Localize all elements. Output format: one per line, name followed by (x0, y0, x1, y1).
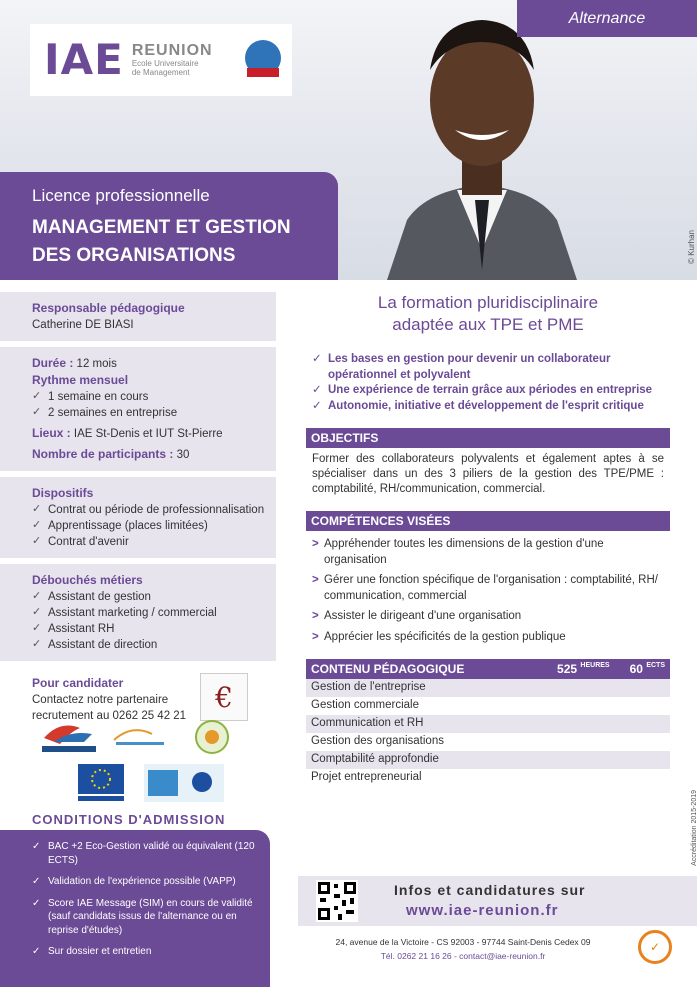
iae-logo (30, 24, 292, 96)
dispositif-item: ✓ Apprentissage (places limitées) (32, 518, 266, 534)
logo-name: REUNION (131, 42, 213, 60)
right-column (306, 292, 670, 787)
candidater-label: Pour candidater (32, 676, 124, 691)
key-point: ✓ Autonomie, initiative et développement de l'esprit critique (312, 399, 670, 415)
universite-reunion-logo-icon (237, 38, 289, 82)
certification-seal-icon: ✓ (638, 930, 672, 964)
postal-address: 24, avenue de la Victoire - CS 92003 - 97744 Saint-Denis Cedex 09 (335, 937, 591, 947)
logo-line2: de Management (131, 67, 190, 77)
duree-label: Durée : (32, 355, 74, 370)
program-title-line2: DES ORGANISATIONS (32, 244, 236, 266)
debouches-label: Débouchés métiers (32, 573, 143, 588)
participants-value: 30 (176, 449, 190, 462)
partner-logo-icon: € (200, 673, 248, 721)
conditions-title: CONDITIONS D'ADMISSION (32, 812, 226, 827)
dispositif-item: ✓ Contrat ou période de professionnalisation (32, 502, 266, 518)
debouche-item: ✓ Assistant marketing / commercial (32, 605, 266, 621)
condition-item: ✓ Validation de l'expérience possible (VAPP) (32, 875, 260, 889)
debouche-item: ✓ Assistant de direction (32, 637, 266, 653)
key-point: ✓ Les bases en gestion pour devenir un collaborateur opérationnel et polyvalent (312, 352, 670, 383)
competences-list (306, 531, 670, 645)
duree-value: 12 mois (76, 357, 117, 370)
objectifs-text: Former des collaborateurs polyvalents et également aptes à se spécialiser dans un des 3 piliers de la gestion des TPE/PME : comptabilité, RH/communication, commercial. (312, 453, 664, 496)
competence-item: > Appréhender toutes les dimensions de la gestion d'une organisation (312, 537, 664, 568)
key-points (312, 352, 670, 414)
contenu-title: CONTENU PÉDAGOGIQUE (311, 662, 465, 677)
qr-code-icon[interactable] (316, 880, 358, 922)
module-row: Projet entrepreneurial (306, 769, 670, 787)
partner-logos (40, 716, 260, 806)
rythme-item: ✓ 1 semaine en cours (32, 389, 266, 405)
program-title-block (0, 172, 338, 280)
accreditation-note: Accréditation 2015-2019 (691, 790, 698, 866)
address-block (298, 936, 628, 963)
formation-subtitle (306, 292, 670, 336)
emploi-jeunes-logo-icon (190, 718, 234, 756)
cfaur-logo-icon (112, 722, 172, 754)
program-title (32, 214, 338, 269)
candidater-line1: Contactez notre partenaire (32, 694, 169, 707)
competences-header: COMPÉTENCES VISÉES (306, 511, 670, 531)
contenu-header (306, 659, 670, 679)
rythme-item: ✓ 2 semaines en entreprise (32, 405, 266, 421)
lieux-label: Lieux : (32, 425, 71, 440)
condition-item: ✓ BAC +2 Eco-Gestion validé ou équivalent (120 ECTS) (32, 840, 260, 867)
candidater-phone: recrutement au 0262 25 42 21 (32, 710, 187, 723)
module-row: Gestion de l'entreprise (306, 679, 670, 697)
debouche-item: ✓ Assistant de gestion (32, 589, 266, 605)
module-row: Gestion commerciale (306, 697, 670, 715)
competence-item: > Apprécier les spécificités de la gestion publique (312, 630, 664, 646)
debouche-item: ✓ Assistant RH (32, 621, 266, 637)
heures-label: HEURES (580, 662, 610, 670)
module-row: Comptabilité approfondie (306, 751, 670, 769)
website-link[interactable]: www.iae-reunion.fr (406, 902, 559, 919)
condition-item: ✓ Score IAE Message (SIM) en cours de validité (sauf candidats issus de l'alternance ou en reprise d'études) (32, 897, 260, 938)
module-row: Communication et RH (306, 715, 670, 733)
dispositifs-label: Dispositifs (32, 486, 94, 501)
infos-label: Infos et candidatures sur (394, 882, 586, 898)
objectifs-header: OBJECTIFS (306, 428, 670, 448)
competence-item: > Gérer une fonction spécifique de l'organisation : comptabilité, RH/ communication, commercial (312, 573, 664, 604)
rythme-label: Rythme mensuel (32, 372, 129, 387)
responsable-label: Responsable pédagogique (32, 301, 185, 315)
subtitle-line2: adaptée aux TPE et PME (392, 315, 584, 335)
europe-engage-logo-icon (144, 764, 224, 802)
contact-line[interactable]: Tél. 0262 21 16 26 - contact@iae-reunion.fr (380, 950, 546, 961)
logo-line1: Ecole Universitaire (131, 59, 199, 68)
debouches-box (0, 564, 276, 661)
modules-table (306, 679, 670, 787)
eu-flag-logo-icon (78, 764, 124, 802)
student-portrait-photo (367, 0, 597, 280)
subtitle-line1: La formation pluridisciplinaire (377, 293, 599, 312)
contenu-volume (557, 662, 665, 676)
ects-label: ECTS (646, 662, 665, 670)
competence-item: > Assister le dirigeant d'une organisation (312, 609, 664, 625)
dispositif-item: ✓ Contrat d'avenir (32, 534, 266, 550)
responsable-box (0, 292, 276, 341)
key-point: ✓ Une expérience de terrain grâce aux périodes en entreprise (312, 383, 670, 399)
program-title-line1: MANAGEMENT ET GESTION (32, 217, 291, 238)
details-box (0, 347, 276, 471)
left-column (0, 292, 276, 738)
region-reunion-logo-icon (40, 718, 98, 756)
program-type: Licence professionnelle (32, 186, 210, 205)
photo-credit: © Kurhan (687, 230, 696, 264)
ects-value: 60 (629, 662, 643, 677)
logo-mark: IAE (44, 35, 124, 84)
module-row: Gestion des organisations (306, 733, 670, 751)
participants-label: Nombre de participants : (32, 447, 174, 462)
conditions-box (0, 830, 270, 987)
alternance-badge: Alternance (517, 0, 697, 37)
lieux-value: IAE St-Denis et IUT St-Pierre (73, 427, 223, 440)
heures-value: 525 (557, 662, 578, 677)
condition-item: ✓ Sur dossier et entretien (32, 945, 260, 959)
dispositifs-box (0, 477, 276, 558)
infos-band (298, 876, 697, 926)
responsable-name: Catherine DE BIASI (32, 318, 134, 331)
